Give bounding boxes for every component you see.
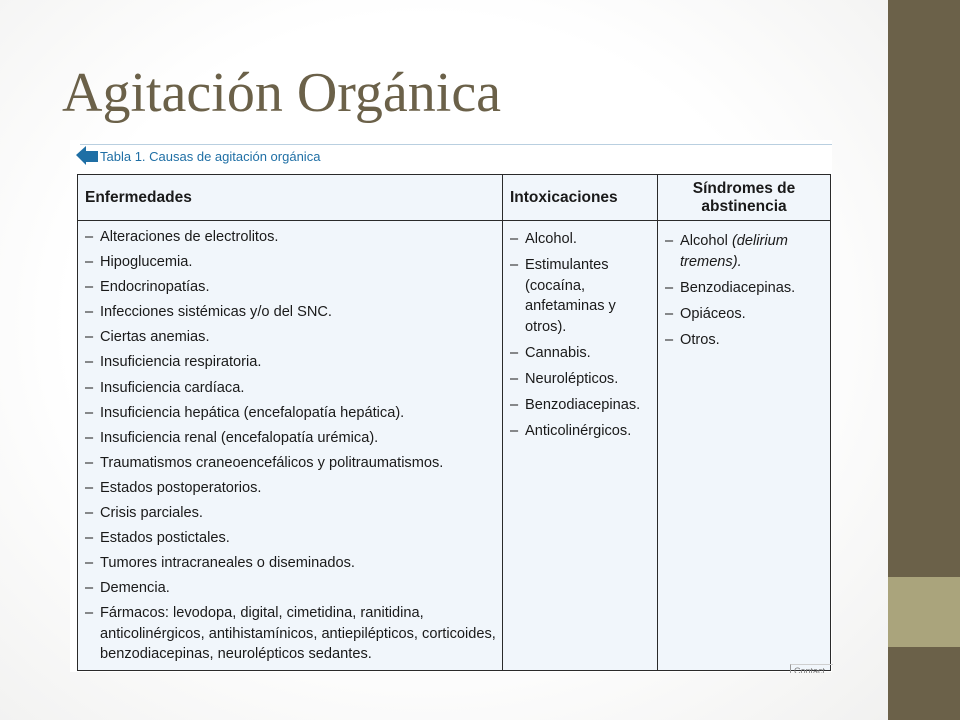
table-caption [74, 144, 320, 168]
header-sindromes-line2: abstinencia [701, 197, 787, 215]
list-item: – Hipoglucemia. [85, 252, 496, 273]
list-item: – Endocrinopatías. [85, 277, 496, 298]
list-item: – Fármacos: levodopa, digital, cimetidina, ranitidina, anticolinérgicos, antihistamínicos, antiepilépticos, corticoides, benzodiacepinas, neurolépticos sedantes. [85, 603, 496, 665]
list-item: – Otros. [665, 330, 824, 351]
list-item: – Estados postictales. [85, 528, 496, 549]
list-item: – Cannabis. [510, 343, 653, 364]
list-item: – Opiáceos. [665, 304, 824, 325]
list-item: – Tumores intracraneales o diseminados. [85, 553, 496, 574]
header-sindromes [658, 175, 831, 221]
table-row [78, 221, 831, 671]
list-item: – Anticolinérgicos. [510, 421, 653, 442]
alcohol-label: Alcohol [680, 233, 728, 249]
list-item: – Traumatismos craneoencefálicos y politraumatismos. [85, 453, 496, 474]
list-item: – Estimulantes (cocaína, anfetaminas y otros). [510, 255, 653, 337]
slide-title: Agitación Orgánica [62, 62, 502, 124]
header-enfermedades: Enfermedades [78, 175, 503, 221]
cell-enfermedades [78, 221, 503, 671]
list-item: – Alcohol. [510, 229, 653, 250]
list-intoxicaciones [510, 229, 653, 441]
header-sindromes-line1: Síndromes de [692, 179, 796, 197]
header-intoxicaciones: Intoxicaciones [503, 175, 658, 221]
partial-cut-label [790, 664, 833, 673]
list-sindromes [665, 231, 824, 350]
list-item-alcohol [665, 231, 824, 272]
list-item: – Benzodiacepinas. [510, 395, 653, 416]
arrow-icon [74, 144, 100, 168]
alcohol-note: (delirium tremens). [680, 233, 788, 270]
list-item: – Insuficiencia hepática (encefalopatía hepática). [85, 403, 496, 424]
list-item: – Insuficiencia renal (encefalopatía urémica). [85, 428, 496, 449]
theme-side-accent [888, 577, 960, 647]
list-item: – Neurolépticos. [510, 369, 653, 390]
list-item: – Ciertas anemias. [85, 327, 496, 348]
list-item: – Benzodiacepinas. [665, 278, 824, 299]
list-item: – Alteraciones de electrolitos. [85, 227, 496, 248]
list-item: – Crisis parciales. [85, 503, 496, 524]
table-figure [70, 140, 832, 672]
causes-table [77, 174, 831, 671]
list-item: – Demencia. [85, 578, 496, 599]
list-item: – Infecciones sistémicas y/o del SNC. [85, 302, 496, 323]
list-enfermedades [85, 227, 496, 665]
cell-sindromes [658, 221, 831, 671]
partial-cut-text: Contact [794, 666, 826, 673]
list-item: – Insuficiencia cardíaca. [85, 378, 496, 399]
list-item: – Insuficiencia respiratoria. [85, 352, 496, 373]
caption-text: Tabla 1. Causas de agitación orgánica [100, 148, 321, 164]
table-header-row [78, 175, 831, 221]
list-item: – Estados postoperatorios. [85, 478, 496, 499]
cell-intoxicaciones [503, 221, 658, 671]
